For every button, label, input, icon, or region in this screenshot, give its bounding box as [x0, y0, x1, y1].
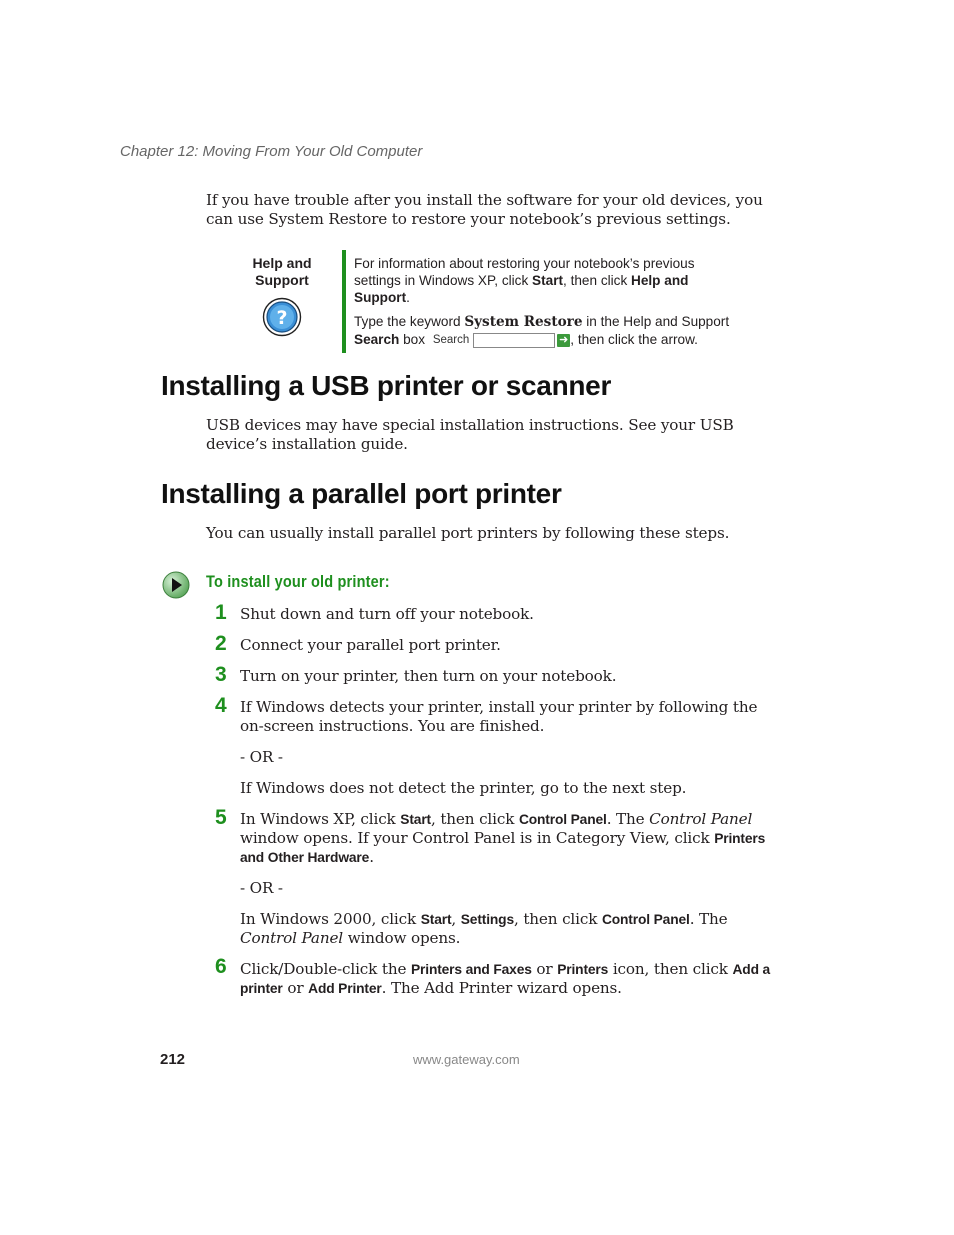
section-usb-body: USB devices may have special installation instructions. See your USB device’s installation guide.: [206, 416, 734, 453]
text-run: or: [531, 960, 558, 978]
note-text: Type the keyword: [354, 314, 465, 329]
text-run: or: [282, 979, 309, 997]
step-number: 6: [215, 955, 227, 978]
help-support-label-line1: Help and: [252, 255, 312, 271]
text-run: . The Add Printer wizard opens.: [381, 979, 622, 997]
search-input[interactable]: [473, 333, 555, 348]
search-field-label: Search: [432, 333, 470, 346]
running-head: Chapter 12: Moving From Your Old Computer: [120, 143, 423, 160]
footer-url-link[interactable]: www.gateway.com: [413, 1052, 520, 1067]
section-parallel-body: You can usually install parallel port printers by following these steps.: [206, 524, 730, 542]
start-label: Start: [532, 273, 564, 288]
sidebar-rule: [342, 250, 346, 353]
section-heading-usb: Installing a USB printer or scanner: [161, 370, 612, 401]
text-run: . The: [606, 810, 650, 828]
text-run: window opens. If your Control Panel is in Category View, click: [240, 829, 715, 847]
printers-other-hardware-label: Printers and Other Hardware: [240, 831, 766, 865]
note-text: , then click the arrow.: [570, 332, 698, 347]
start-label: Start: [420, 912, 452, 927]
note-text: in the Help and Support: [582, 314, 730, 329]
svg-text:?: ?: [276, 307, 288, 329]
step-text: [240, 810, 780, 867]
add-printer-label: Add Printer: [308, 981, 382, 996]
text-run: icon, then click: [608, 960, 733, 978]
printers-and-faxes-label: Printers and Faxes: [410, 962, 532, 977]
note-text: For information about restoring your notebook’s previous settings in Windows XP, click: [354, 256, 695, 288]
help-note-paragraph-1: [354, 255, 734, 306]
keyword: System Restore: [464, 314, 583, 330]
text-run: ,: [451, 910, 461, 928]
note-text: box: [399, 332, 426, 347]
text-run: window opens.: [343, 929, 461, 947]
text-run: , then click: [513, 910, 602, 928]
step-text: Connect your parallel port printer.: [240, 636, 501, 654]
go-arrow-icon[interactable]: ➜: [559, 333, 569, 346]
step-alt-text: [240, 910, 780, 948]
step-alt-text: If Windows does not detect the printer, go to the next step.: [240, 779, 687, 797]
step-number: 1: [215, 601, 227, 624]
help-and-support-label: Help and Support: [354, 273, 689, 305]
note-text: .: [406, 290, 410, 305]
step-text: Turn on your printer, then turn on your notebook.: [240, 667, 617, 685]
control-panel-window-name: Control Panel: [240, 929, 344, 947]
search-label: Search: [354, 332, 400, 347]
note-text: , then click: [563, 273, 632, 288]
page-number: 212: [160, 1051, 186, 1068]
settings-label: Settings: [460, 912, 514, 927]
procedure-arrow-icon: [162, 571, 190, 599]
step-number: 4: [215, 694, 227, 717]
section-heading-parallel: Installing a parallel port printer: [161, 478, 562, 509]
text-run: . The: [689, 910, 728, 928]
help-note-paragraph-2: [354, 313, 734, 349]
control-panel-label: Control Panel: [518, 812, 607, 827]
control-panel-label: Control Panel: [601, 912, 690, 927]
printers-label: Printers: [557, 962, 609, 977]
help-question-icon: [262, 297, 302, 337]
text-run: Click/Double-click the: [240, 960, 411, 978]
or-separator: - OR -: [240, 748, 283, 766]
step-text: Shut down and turn off your notebook.: [240, 605, 534, 623]
help-support-label: [242, 255, 322, 289]
control-panel-window-name: Control Panel: [649, 810, 753, 828]
text-run: In Windows XP, click: [240, 810, 401, 828]
step-number: 2: [215, 632, 227, 655]
add-a-printer-label: Add a printer: [240, 962, 771, 996]
or-separator: - OR -: [240, 879, 283, 897]
step-text: [240, 960, 780, 998]
step-text: If Windows detects your printer, install your printer by following the on-screen instructions. You are finished.: [240, 698, 758, 735]
text-run: , then click: [430, 810, 519, 828]
help-support-label-line2: Support: [255, 272, 309, 288]
step-number: 3: [215, 663, 227, 686]
procedure-title: To install your old printer:: [206, 573, 390, 591]
start-label: Start: [400, 812, 431, 827]
text-run: .: [369, 848, 374, 866]
step-number: 5: [215, 806, 227, 829]
text-run: In Windows 2000, click: [240, 910, 421, 928]
intro-paragraph: If you have trouble after you install the software for your old devices, you can use System Restore to restore your notebook’s previous settings.: [206, 191, 763, 228]
